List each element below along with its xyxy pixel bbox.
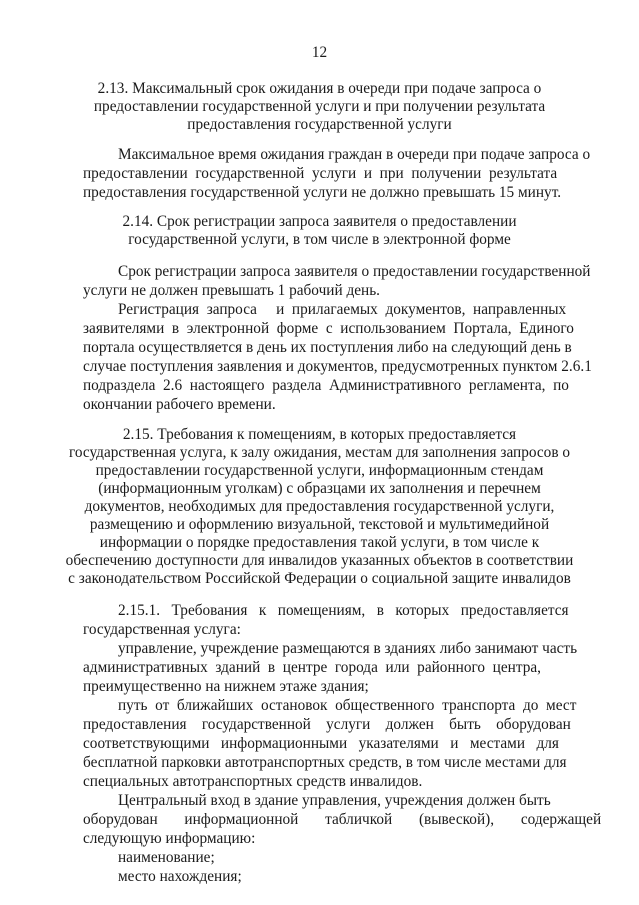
section-2-15-body-line-11: Центральный вход в здание управления, учреждения должен быть xyxy=(118,792,551,809)
section-2-14-heading-line-2: государственной услуги, в том числе в электронной форме xyxy=(128,231,511,248)
section-2-14-body-line-3: Регистрация запроса и прилагаемых документов, направленных xyxy=(118,301,567,318)
section-2-13-heading-line-1: 2.13. Максимальный срок ожидания в очереди при подаче запроса о xyxy=(97,80,542,97)
section-2-15-body-line-8: соответствующими информационными указателями и местами для xyxy=(83,735,559,752)
page-number: 12 xyxy=(311,44,328,61)
section-2-15-body-line-9: бесплатной парковки автотранспортных средств, в том числе местами для xyxy=(83,754,567,771)
section-2-14-body-line-6: случае поступления заявления и документов, предусмотренных пунктом 2.6.1 xyxy=(83,358,592,375)
section-2-15-heading-line-7: информации о порядке предоставления такой услуги, в том числе к xyxy=(99,534,540,551)
section-2-15-body-line-5: преимущественно на нижнем этаже здания; xyxy=(83,678,369,695)
section-2-15-heading-line-3: предоставлении государственной услуги, информационным стендам xyxy=(95,462,544,479)
section-2-13-body-line-1: Максимальное время ожидания граждан в очереди при подаче запроса о xyxy=(118,146,591,163)
section-2-15-body-line-4: административных зданий в центре города или районного центра, xyxy=(83,659,541,676)
section-2-13-body-line-2: предоставлении государственной услуги и при получении результата xyxy=(83,165,558,182)
section-2-15-heading-line-8: обеспечению доступности для инвалидов указанных объектов в соответствии xyxy=(65,552,574,569)
section-2-15-body-line-13: следующую информацию: xyxy=(83,830,256,847)
section-2-15-heading-line-2: государственная услуга, к залу ожидания, местам для заполнения запросов о xyxy=(68,444,571,461)
section-2-14-body-line-4: заявителями в электронной форме с использованием Портала, Единого xyxy=(83,320,574,337)
section-2-14-body-line-1: Срок регистрации запроса заявителя о предоставлении государственной xyxy=(118,263,591,280)
section-2-15-body-line-7: предоставления государственной услуги должен быть оборудован xyxy=(83,716,571,733)
section-2-15-heading-line-4: (информационным уголкам) с образцами их заполнения и перечнем xyxy=(98,480,541,497)
section-2-15-body-line-2: государственная услуга: xyxy=(83,621,241,638)
section-2-15-heading-line-9: с законодательством Российской Федерации о социальной защите инвалидов xyxy=(68,570,571,587)
section-2-15-heading-line-1: 2.15. Требования к помещениям, в которых предоставляется xyxy=(122,426,517,443)
section-2-14-body-line-8: окончании рабочего времени. xyxy=(83,396,276,413)
section-2-14-heading-line-1: 2.14. Срок регистрации запроса заявителя о предоставлении xyxy=(122,213,517,230)
section-2-13-body-line-3: предоставления государственной услуги не должно превышать 15 минут. xyxy=(83,184,562,201)
section-2-15-body-line-6: путь от ближайших остановок общественного транспорта до мест xyxy=(118,697,577,714)
section-2-14-body-line-5: портала осуществляется в день их поступления либо на следующий день в xyxy=(83,339,572,356)
section-2-15-body-line-12: оборудован информационной табличкой (вывеской), содержащей xyxy=(83,811,602,828)
section-2-15-body-line-14: наименование; xyxy=(118,849,215,866)
section-2-15-body-line-1: 2.15.1. Требования к помещениям, в которых предоставляется xyxy=(118,602,569,619)
section-2-15-body-line-15: место нахождения; xyxy=(118,868,242,885)
section-2-15-heading-line-5: документов, необходимых для предоставления государственной услуги, xyxy=(84,498,555,515)
section-2-14-body-line-2: услуги не должен превышать 1 рабочий день. xyxy=(83,282,381,299)
section-2-13-heading-line-3: предоставления государственной услуги xyxy=(187,116,452,133)
section-2-13-heading-line-2: предоставлении государственной услуги и при получении результата xyxy=(93,98,546,115)
section-2-15-heading-line-6: размещению и оформлению визуальной, текстовой и мультимедийной xyxy=(89,516,550,533)
section-2-15-body-line-3: управление, учреждение размещаются в зданиях либо занимают часть xyxy=(118,640,578,657)
section-2-15-body-line-10: специальных автотранспортных средств инвалидов. xyxy=(83,773,423,790)
section-2-14-body-line-7: подраздела 2.6 настоящего раздела Административного регламента, по xyxy=(83,377,569,394)
